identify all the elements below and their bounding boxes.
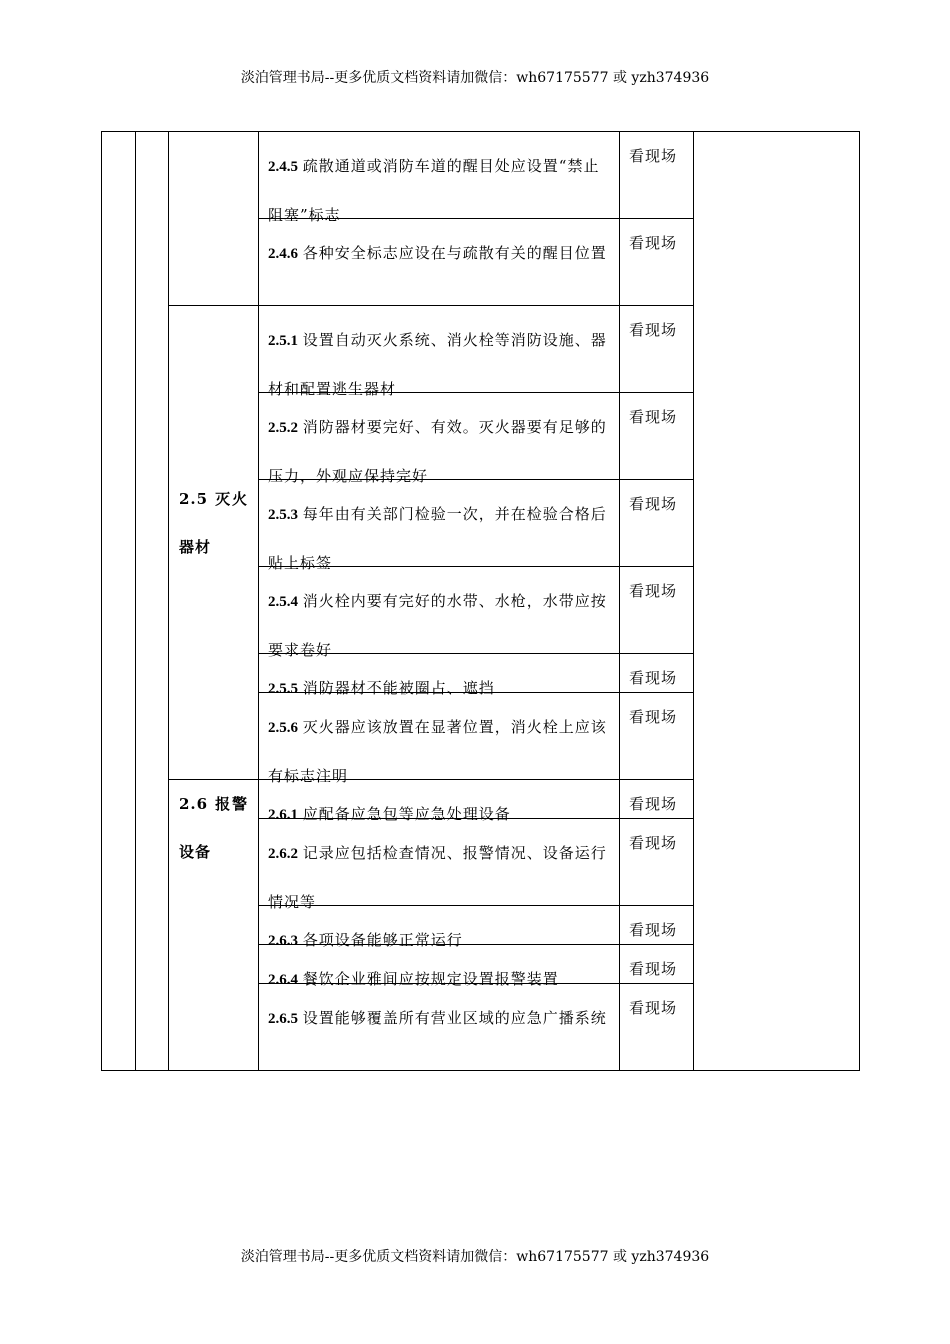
category-cell: 2.6 报警设备 [169,780,259,1071]
method-cell: 看现场 [620,567,694,654]
item-cell: 2.4.5 疏散通道或消防车道的醒目处应设置“禁止阻塞”标志 [259,132,620,219]
col-index-cell [102,132,136,1071]
method-cell: 看现场 [620,780,694,819]
item-cell: 2.5.6 灭火器应该放置在显著位置，消火栓上应该有标志注明 [259,693,620,780]
page-footer: 淡泊管理书局--更多优质文档资料请加微信：wh67175577 或 yzh374936 [240,1249,710,1265]
method-cell: 看现场 [620,984,694,1071]
page-header: 淡泊管理书局--更多优质文档资料请加微信：wh67175577 或 yzh374936 [240,70,710,86]
method-cell: 看现场 [620,945,694,984]
method-cell: 看现场 [620,132,694,219]
item-cell: 2.6.1 应配备应急包等应急处理设备 [259,780,620,819]
inspection-table [101,131,860,1071]
item-cell: 2.5.3 每年由有关部门检验一次，并在检验合格后贴上标签 [259,480,620,567]
method-cell: 看现场 [620,393,694,480]
remarks-cell [694,132,860,1071]
item-cell: 2.6.4 餐饮企业雅间应按规定设置报警装置 [259,945,620,984]
table-row [102,132,860,219]
category-cell [169,132,259,306]
method-cell: 看现场 [620,219,694,306]
item-cell: 2.5.5 消防器材不能被圈占、遮挡 [259,654,620,693]
method-cell: 看现场 [620,306,694,393]
method-cell: 看现场 [620,906,694,945]
item-cell: 2.5.1 设置自动灭火系统、消火栓等消防设施、器材和配置逃生器材 [259,306,620,393]
item-cell: 2.6.2 记录应包括检查情况、报警情况、设备运行情况等 [259,819,620,906]
item-cell: 2.4.6 各种安全标志应设在与疏散有关的醒目位置 [259,219,620,306]
item-cell: 2.6.3 各项设备能够正常运行 [259,906,620,945]
method-cell: 看现场 [620,480,694,567]
col-subindex-cell [136,132,169,1071]
method-cell: 看现场 [620,654,694,693]
item-cell: 2.5.4 消火栓内要有完好的水带、水枪，水带应按要求卷好 [259,567,620,654]
item-cell: 2.5.2 消防器材要完好、有效。灭火器要有足够的压力，外观应保持完好 [259,393,620,480]
method-cell: 看现场 [620,693,694,780]
item-cell: 2.6.5 设置能够覆盖所有营业区域的应急广播系统 [259,984,620,1071]
category-cell: 2.5 灭火器材 [169,306,259,780]
method-cell: 看现场 [620,819,694,906]
